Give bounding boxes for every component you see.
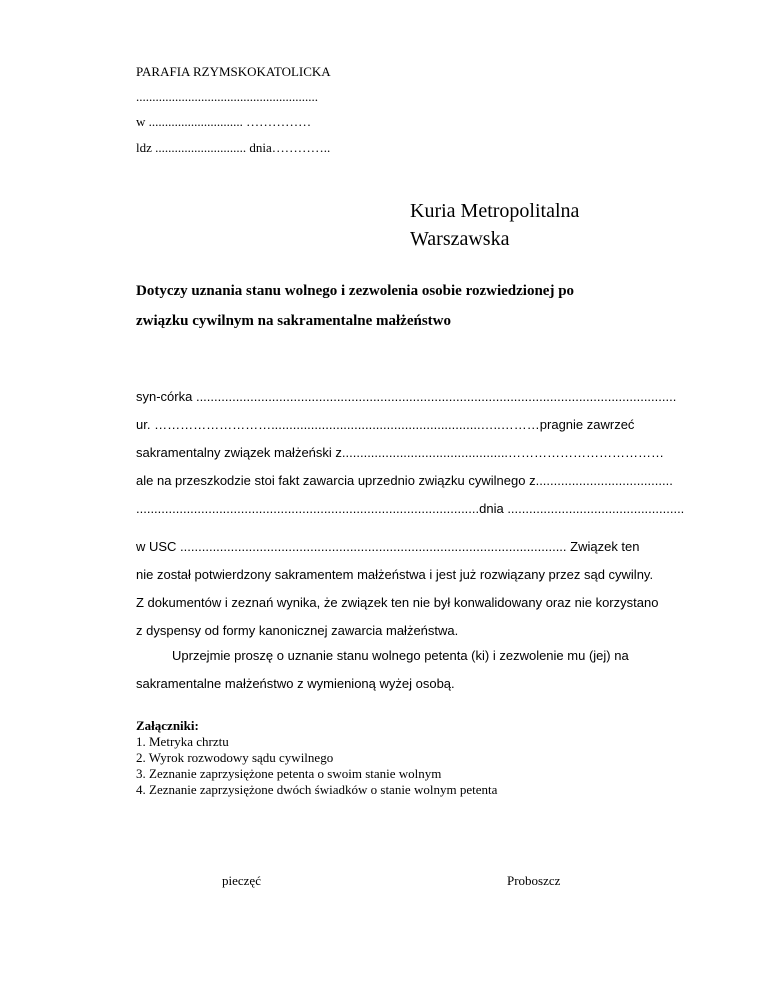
body-line-6: w USC ........................................................................................................... Związek ten [136,539,640,554]
body-line-7: nie został potwierdzony sakramentem małżeństwa i jest już rozwiązany przez sąd cywilny. [136,567,654,582]
subject-line-2: związku cywilnym na sakramentalne małżeństwo [136,313,451,329]
body-line-4: ale na przeszkodzie stoi fakt zawarcia uprzednio związku cywilnego z...................................... [136,473,673,488]
body-line-11: sakramentalne małżeństwo z wymienioną wyżej osobą. [136,676,455,691]
body-line-2: ur. ………………………..........................................................…..………pragnie zawrzeć [136,417,635,432]
addressee-line-1: Kuria Metropolitalna [410,200,580,222]
body-line-3: sakramentalny związek małżeński z..............................................……………………………… [136,445,665,460]
reference-date-line: ldz ............................ dnia………….. [136,140,331,155]
priest-signature-label: Proboszcz [507,873,561,888]
body-line-8: Z dokumentów i zeznań wynika, że związek ten nie był konwalidowany oraz nie korzystano [136,595,659,610]
body-line-10: Uprzejmie proszę o uznanie stanu wolnego petenta (ki) i zezwolenie mu (jej) na [172,648,629,663]
body-line-9: z dyspensy od formy kanonicznej zawarcia małżeństwa. [136,623,459,638]
parish-location-line: w ............................. …………… [136,114,312,129]
attachment-item: 4. Zeznanie zaprzysiężone dwóch świadków o stanie wolnym petenta [136,782,498,797]
attachment-item: 3. Zeznanie zaprzysiężone petenta o swoim stanie wolnym [136,766,442,781]
parish-address-line: ........................................................ [136,89,318,104]
parish-name: PARAFIA RZYMSKOKATOLICKA [136,64,331,79]
subject-line-1: Dotyczy uznania stanu wolnego i zezwolenia osobie rozwiedzionej po [136,283,575,299]
addressee-line-2: Warszawska [410,228,510,250]
body-line-1: syn-córka ..................................................................................................................................... [136,389,677,404]
attachment-item: 1. Metryka chrztu [136,734,229,749]
stamp-label: pieczęć [222,873,261,888]
attachment-item: 2. Wyrok rozwodowy sądu cywilnego [136,750,334,765]
attachments-title: Załączniki: [136,718,199,733]
body-line-5: ...............................................................................................dnia ................................................. [136,501,685,516]
